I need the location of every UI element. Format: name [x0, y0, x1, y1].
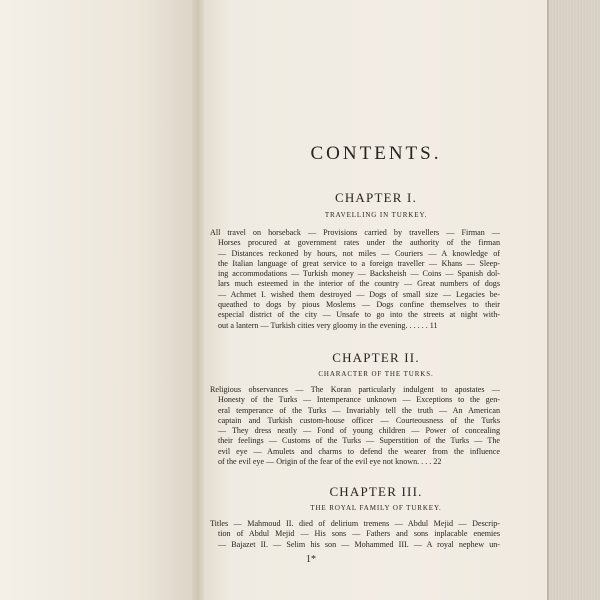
chapter-1-line: Horses procured at government rates under the authority of the firman	[218, 238, 500, 248]
page-signature: 1*	[306, 554, 316, 565]
chapter-2-line: their feelings — Customs of the Turks — Superstition of the Turks — The	[218, 436, 500, 446]
chapter-2-line: evil eye — Amulets and charms to defend the wearer from the influence	[218, 446, 500, 456]
chapter-3-summary	[210, 519, 500, 550]
chapter-2-heading: CHAPTER II.	[332, 350, 420, 365]
chapter-1-line: the Italian language of great service to a foreign traveller — Khans — Sleep-	[218, 258, 500, 268]
chapter-1-heading: CHAPTER I.	[334, 190, 418, 205]
chapter-3-line: — Bajazet II. — Selim his son — Mohammed III. — A royal nephew un-	[218, 539, 500, 549]
chapter-2-line: eral temperance of the Turks — Invariably tell the truth — An American	[218, 405, 500, 415]
chapter-2-line: captain and Turkish custom-house officer — Courteousness of the Turks	[218, 415, 500, 425]
left-page	[0, 0, 196, 600]
chapter-1-subtitle: TRAVELLING IN TURKEY.	[324, 211, 428, 219]
chapter-2-line: Honesty of the Turks — Intemperance unknown — Exceptions to the gen-	[218, 395, 500, 405]
chapter-1-line: — Achmet I. wished them destroyed — Dogs of small size — Legacies be-	[218, 289, 500, 299]
chapter-1-line: queathed to dogs by pious Moslems — Dogs confine themselves to their	[218, 300, 500, 310]
chapter-1-line: out a lantern — Turkish cities very gloomy in the evening. . . . . . 11	[218, 320, 438, 330]
chapter-2-line: — They dress neatly — Fond of young children — Power of concealing	[218, 426, 500, 436]
chapter-2-summary	[210, 385, 500, 467]
chapter-1-line: lars much esteemed in the interior of the country — Great numbers of dogs	[218, 279, 500, 289]
chapter-3-line: Titles — Mahmoud II. died of delirium tremens — Abdul Mejid — Descrip-	[210, 519, 500, 528]
chapter-3-heading: CHAPTER III.	[329, 484, 423, 499]
chapter-1-line: All travel on horseback — Provisions carried by travellers — Firman —	[210, 228, 500, 237]
chapter-3-line: tion of Abdul Mejid — His sons — Fathers and sons inplacable enemies	[218, 529, 500, 539]
chapter-3-subtitle: THE ROYAL FAMILY OF TURKEY.	[310, 504, 442, 512]
chapter-2-subtitle: CHARACTER OF THE TURKS.	[318, 370, 434, 378]
page-edges	[549, 0, 600, 600]
chapter-1-summary	[210, 228, 500, 331]
contents-title: CONTENTS.	[310, 143, 442, 164]
chapter-1-line: — Distances reckoned by hours, not miles — Couriers — A knowledge of	[218, 248, 500, 258]
chapter-1-line: especial district of the city — Unsafe to go into the streets at night with-	[218, 310, 500, 320]
chapter-2-line: Religious observances — The Koran particularly indulgent to apostates —	[210, 385, 500, 394]
chapter-2-line: of the evil eye — Origin of the fear of the evil eye not known. . . . 22	[218, 457, 442, 467]
chapter-1-line: ing accommodations — Turkish money — Backsheish — Coins — Spanish dol-	[218, 269, 500, 279]
